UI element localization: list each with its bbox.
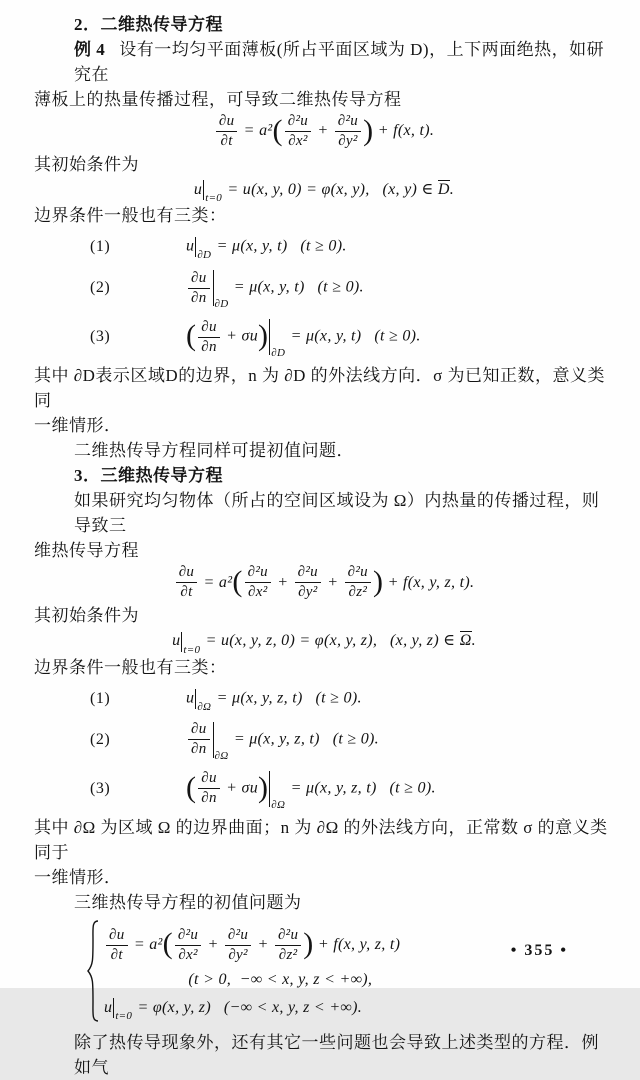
bc-label: (2) [90, 730, 111, 748]
boundary-condition-2d-1 [34, 233, 614, 261]
note-2d-line2: 一维情形． [34, 416, 122, 436]
note-2d-line1: 其中 ∂D表示区域D的边界，n 为 ∂D 的外法线方向．σ 为已知正数，意义类同 [34, 366, 606, 411]
ivp-intro: 三维热传导方程的初值问题为 [74, 892, 302, 912]
example-line-1 [34, 37, 614, 87]
initial-condition-intro-3d: 其初始条件为 [34, 606, 139, 626]
bc-label: (1) [90, 238, 111, 256]
intro-3d-line1: 如果研究均匀物体（所占的空间区域设为 Ω）内热量的传播过程，则导致三 [74, 491, 600, 536]
boundary-condition-3d-1 [34, 685, 614, 713]
ivp-equations [104, 923, 400, 1023]
page-number: • 355 • [510, 942, 568, 959]
equation-2d-heat: $\frac{\partial u}{\partial t}$ = a²( $\frac{\text{∂²u}}{\text{∂x²}}$ + $\frac{\text{∂²u}}{\text{∂y²}}$ ) + f(x, t). [34, 114, 614, 149]
example-line-2: 薄板上的热量传播过程，可导致二维热传导方程 [34, 90, 402, 109]
ivp-system [86, 919, 614, 1028]
bc-label: (2) [90, 279, 111, 297]
ivp-equation-line: $\frac{\partial u}{\partial t}$ = a² ( $\frac{\text{∂²u}}{\text{∂x²}}$ + $\frac{\text{∂²u}}{\text{∂y²}}$ + $\frac{\text{∂²u}}{\text{∂z²}}$ ) + f(x, y, z, t) [104, 923, 400, 967]
intro-3d-line2: 维热传导方程 [34, 541, 139, 561]
boundary-condition-3d-3 [34, 767, 614, 811]
bc-label: (3) [90, 328, 111, 346]
boundary-conditions-intro-3d: 边界条件一般也有三类： [34, 657, 227, 677]
bc-label: (1) [90, 689, 111, 707]
bc-equation: ( $\frac{\partial u}{\partial n}$ + σu) ∂D = μ(x, y, t) (t ≥ 0). [186, 318, 421, 360]
initial-condition-intro-2d: 其初始条件为 [34, 155, 139, 174]
bc-equation: $\frac{\partial u}{\partial n}$ ∂Ω = μ(x, y, z, t) (t ≥ 0). [186, 722, 379, 758]
boundary-condition-2d-3 [34, 315, 614, 359]
bc-equation: $\frac{\partial u}{\partial n}$ ∂D = μ(x, y, t) (t ≥ 0). [186, 270, 364, 306]
boundary-condition-2d-2 [34, 266, 614, 310]
equation-2d-initial-condition: u t=0 = u(x, y, 0) = φ(x, y), (x, y) ∈ D. [193, 181, 455, 205]
closing-paragraph: 除了热传导现象外，还有其它一些问题也会导致上述类型的方程．例如气 [74, 1032, 599, 1077]
section-heading-3d: 3．三维热传导方程 [74, 466, 223, 486]
bc-equation: u ∂Ω = μ(x, y, z, t) (t ≥ 0). [186, 689, 362, 713]
remark-2d: 二维热传导方程同样可提初值问题． [74, 441, 354, 461]
note-3d-line2: 一维情形． [34, 867, 122, 887]
boundary-conditions-intro-2d: 边界条件一般也有三类： [34, 206, 227, 226]
note-3d-line1: 其中 ∂Ω 为区域 Ω 的边界曲面；n 为 ∂Ω 的外法线方向，正常数 σ 的意义类同于 [34, 817, 608, 862]
section-heading-2d: 2．二维热传导方程 [74, 15, 223, 34]
bc-label: (3) [90, 779, 111, 797]
bc-equation: u ∂D = μ(x, y, t) (t ≥ 0). [186, 238, 347, 262]
equation-3d-initial-condition: u t=0 = u(x, y, z, 0) = φ(x, y, z), (x, y, z) ∈ Ω. [172, 632, 476, 656]
equation-3d-heat: $\frac{\partial u}{\partial t}$ = a²( $\frac{\text{∂²u}}{\text{∂x²}}$ + $\frac{\text{∂²u}}{\text{∂y²}}$ + $\frac{\text{∂²u}}{\text{∂z²}}$ ) + f(x, y, z, t). [34, 565, 614, 600]
ivp-domain-line: (t > 0, −∞ < x, y, z < +∞), [188, 971, 373, 989]
curly-brace [86, 919, 100, 1028]
boundary-condition-3d-2 [34, 718, 614, 762]
ivp-initial-line: u t=0 = φ(x, y, z) (−∞ < x, y, z < +∞). [104, 999, 363, 1023]
bc-equation: ( $\frac{\partial u}{\partial n}$ + σu) ∂Ω = μ(x, y, z, t) (t ≥ 0). [186, 770, 436, 811]
example-label: 例 4 [74, 40, 106, 59]
example-text: 设有一均匀平面薄板(所占平面区域为 D)，上下两面绝热，如研究在 [74, 40, 605, 84]
